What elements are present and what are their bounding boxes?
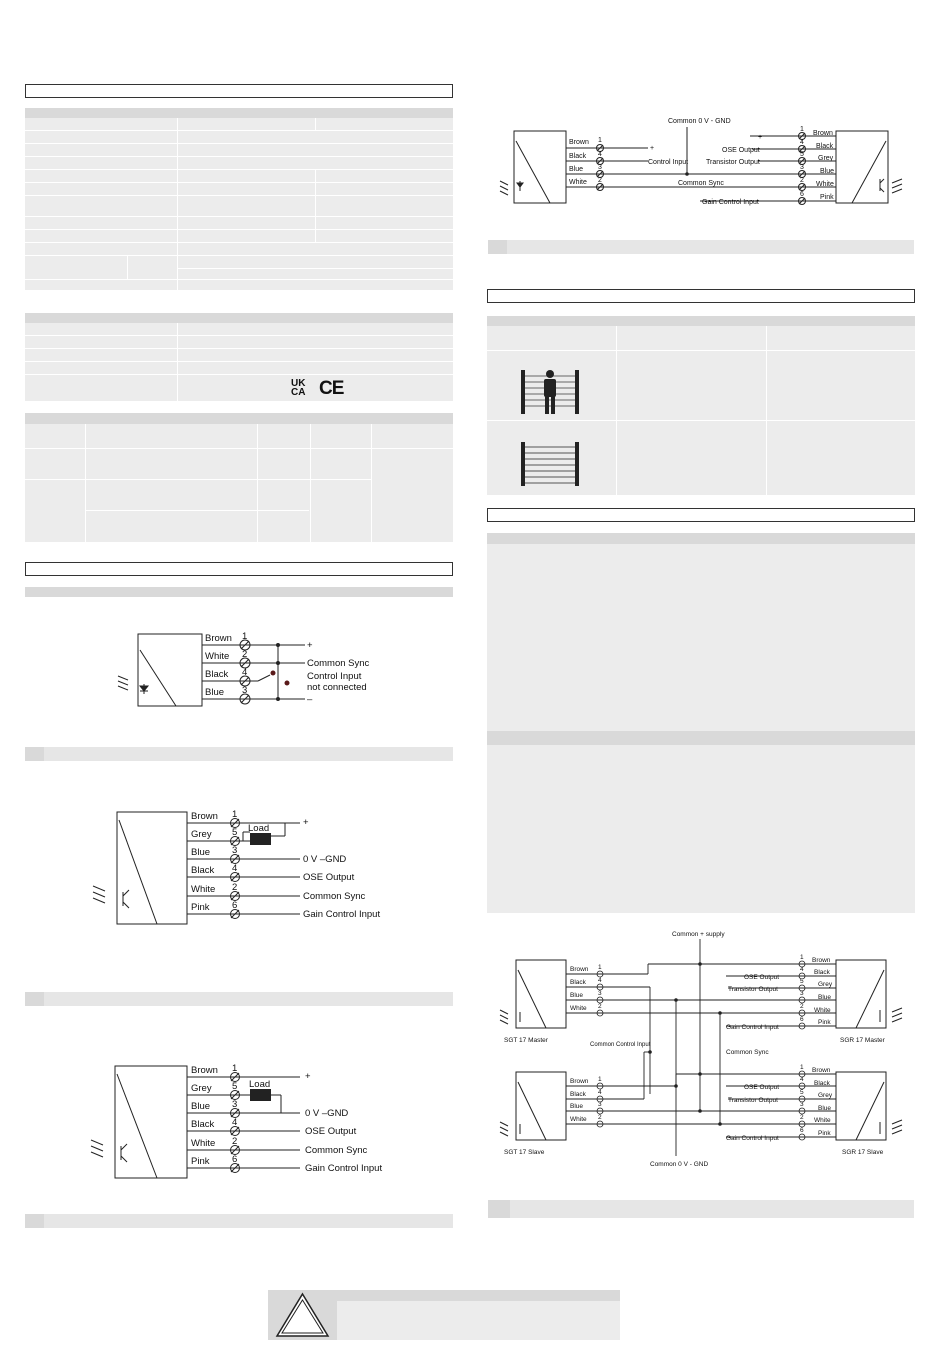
pin-number: 1 [598,137,602,144]
pin-number: 6 [800,1127,804,1134]
subheader-emitter [25,587,453,597]
wire-label: Brown [813,130,833,137]
wire-label: Black [191,865,215,876]
wire-label: Brown [569,139,589,146]
wire-label: White [814,1007,831,1014]
wire-label: Brown [570,966,589,973]
emitter-led-icon [500,181,523,195]
installation-text-block-1 [487,544,915,731]
signal-label: + [307,640,313,651]
beam-grid-icon [521,438,583,488]
pin-number: 2 [800,1114,804,1121]
models-table [25,424,453,542]
pin-number: 3 [598,164,602,171]
signal-label: Common Sync [678,180,724,187]
common-control-label: Common Control Input [590,1042,651,1048]
subheader-receiver-pnp [25,992,453,1006]
pin-number: 3 [232,845,238,856]
signal-label: OSE Output [744,1084,780,1091]
table-header-general [25,108,453,118]
wire-label: Brown [812,957,831,964]
wire-label: Pink [191,902,210,913]
subheader-marker [25,1214,44,1228]
wire-label: Brown [812,1067,831,1074]
receiver-phototransistor-icon [880,179,902,193]
signal-label: Gain Control Input [726,1024,779,1031]
table-header-environment [25,313,453,323]
pin-number: 1 [800,126,804,133]
installation-text-block-2 [487,745,915,913]
wire-label: Blue [191,847,211,858]
wire-label: Brown [191,1065,218,1076]
subheader-marker [25,747,44,761]
section-header-technical-data [25,84,453,98]
subheader-marker [25,992,44,1006]
signal-label: OSE Output [722,147,760,154]
pin-number: 4 [232,863,238,874]
wire-label: Blue [818,1105,832,1112]
pin-number: 4 [598,1089,602,1096]
wire-label: Grey [818,155,834,162]
master-receiver-label: SGR 17 Master [840,1037,885,1044]
wire-label: Pink [818,1019,831,1026]
wire-label: White [816,181,834,188]
pin-number: 1 [242,631,248,642]
wire-label: Blue [570,1103,584,1110]
wire-label: Black [191,1119,215,1130]
pin-number: 1 [800,954,804,961]
signal-label: OSE Output [744,974,780,981]
wire-label: Grey [191,829,212,840]
signal-label: Gain Control Input [702,199,759,206]
subheader-right-1 [488,240,914,254]
emitter-led-icon [118,676,148,694]
wire-label: Blue [191,1101,211,1112]
slave-receiver-label: SGR 17 Slave [842,1149,884,1156]
pin-number: 5 [800,1089,804,1096]
subheader-receiver-npn [25,747,453,761]
wire-label: Blue [569,166,584,173]
pin-number: 4 [800,139,804,146]
warning-title-bar [337,1290,620,1301]
section-header-installation [487,508,915,522]
wire-label: White [570,1005,587,1012]
wire-label: Black [205,669,229,680]
pin-number: 2 [242,649,248,660]
receiver-wiring-diagram-b [85,1060,405,1182]
receiver-wiring-diagram-a [85,806,405,928]
pin-number: 6 [232,1154,238,1165]
wire-label: Grey [818,981,833,988]
pin-number: 3 [598,990,602,997]
detection-table [487,326,915,495]
subheader-marker [488,1200,510,1218]
wire-label: Brown [205,633,232,644]
wire-label: Brown [191,811,218,822]
warning-body [337,1301,620,1340]
subheader-bottom-right [488,1200,914,1218]
wire-label: Blue [820,168,835,175]
technical-data-table [25,118,453,290]
common-gnd-label: Common 0 V - GND [650,1161,709,1168]
pin-number: 4 [242,667,248,678]
slave-emitter-label: SGT 17 Slave [504,1149,545,1156]
common-gnd-label: Common 0 V - GND [668,118,731,125]
master-emitter-label: SGT 17 Master [504,1037,548,1044]
pair-wiring-diagram [490,113,910,213]
pin-number: 6 [232,900,238,911]
pin-number: 5 [232,1081,238,1092]
emitter-wiring-diagram [110,628,380,710]
wire-label: Grey [191,1083,212,1094]
table-header-detection [487,316,915,326]
signal-label: – [307,694,313,705]
pin-number: 4 [800,1076,804,1083]
pin-number: 4 [598,151,602,158]
load-label: Load [248,823,270,834]
section-header-connections [25,562,453,576]
wire-label: Black [570,1091,586,1098]
pin-number: 4 [800,966,804,973]
master-slave-wiring-diagram [490,924,910,1176]
wire-label: Blue [818,994,832,1001]
person-detection-icon [521,366,583,416]
signal-label: + [650,145,655,152]
wire-label: White [205,651,230,662]
signal-label: + [758,134,763,141]
pin-number: 5 [800,151,804,158]
warning-icon-panel [268,1290,337,1340]
pin-number: 6 [800,1016,804,1023]
signal-label: 0 V –GND [303,854,347,865]
signal-label: Transistor Output [728,1097,778,1104]
pin-number: 2 [800,177,804,184]
signal-label: Gain Control Input [303,909,381,920]
pin-number: 1 [598,964,602,971]
section-header-detection [487,289,915,303]
signal-label: 0 V –GND [305,1108,349,1119]
pin-number: 5 [232,827,238,838]
pin-number: 5 [800,978,804,985]
pin-number: 4 [232,1117,238,1128]
pin-number: 2 [232,882,238,893]
pin-number: 3 [800,164,804,171]
load-resistor [250,833,271,845]
environment-table [25,323,453,401]
signal-label: Gain Control Input [305,1163,383,1174]
wire-label: Pink [820,194,834,201]
wire-label: White [814,1117,831,1124]
pin-number: 3 [242,685,248,696]
wire-label: Pink [818,1130,831,1137]
pin-number: 6 [800,191,804,198]
pin-number: 1 [232,809,238,820]
wire-label: Black [814,969,830,976]
pin-number: 2 [598,1003,602,1010]
pin-number: 2 [598,1114,602,1121]
pin-number: 3 [232,1099,238,1110]
wire-label: Black [814,1080,830,1087]
pin-number: 4 [598,977,602,984]
subheader-installation-1 [487,533,915,544]
signal-label: Control Input [648,159,689,166]
signal-label: Gain Control Input [726,1135,779,1142]
pin-number: 1 [800,1064,804,1071]
pin-number: 1 [598,1076,602,1083]
pin-number: 3 [800,1101,804,1108]
signal-label: not connected [307,682,367,693]
signal-label: Common Sync [305,1145,368,1156]
ukca-mark: UK CA [291,378,306,398]
wire-label: Blue [570,992,584,999]
receiver-phototransistor-icon [93,886,129,908]
pin-number: 2 [232,1136,238,1147]
pin-number: 3 [598,1101,602,1108]
signal-label: Common Sync [303,891,366,902]
pin-number: 3 [800,990,804,997]
signal-label: + [305,1071,311,1082]
wire-label: Blue [205,687,225,698]
wire-label: Brown [570,1078,589,1085]
signal-label: Transistor Output [706,159,760,166]
receiver-phototransistor-icon [91,1140,127,1162]
wire-label: Grey [818,1092,833,1099]
subheader-installation-2 [487,731,915,745]
wire-label: White [570,1116,587,1123]
signal-label: + [303,817,309,828]
warning-box [268,1290,620,1340]
pin-number: 2 [800,1003,804,1010]
wire-label: White [569,179,587,186]
wire-label: White [191,1138,216,1149]
ce-mark: CE [319,378,344,399]
signal-label: Control Input [307,671,362,682]
signal-label: Transistor Output [728,986,778,993]
signal-label: OSE Output [303,872,355,883]
subheader-bottom-left [25,1214,453,1228]
subheader-marker [488,240,507,254]
load-label: Load [249,1079,271,1090]
signal-label: OSE Output [305,1126,357,1137]
common-supply-label: Common + supply [672,931,725,938]
pin-number: 1 [232,1063,238,1074]
wire-label: Black [569,153,587,160]
table-header-models [25,413,453,424]
wire-label: Black [570,979,586,986]
pin-number: 2 [598,177,602,184]
wire-label: White [191,884,216,895]
warning-triangle-icon [268,1290,337,1340]
wire-label: Pink [191,1156,210,1167]
load-resistor [250,1089,271,1101]
wire-label: Black [816,143,834,150]
common-sync-label: Common Sync [726,1049,769,1056]
signal-label: Common Sync [307,658,370,669]
